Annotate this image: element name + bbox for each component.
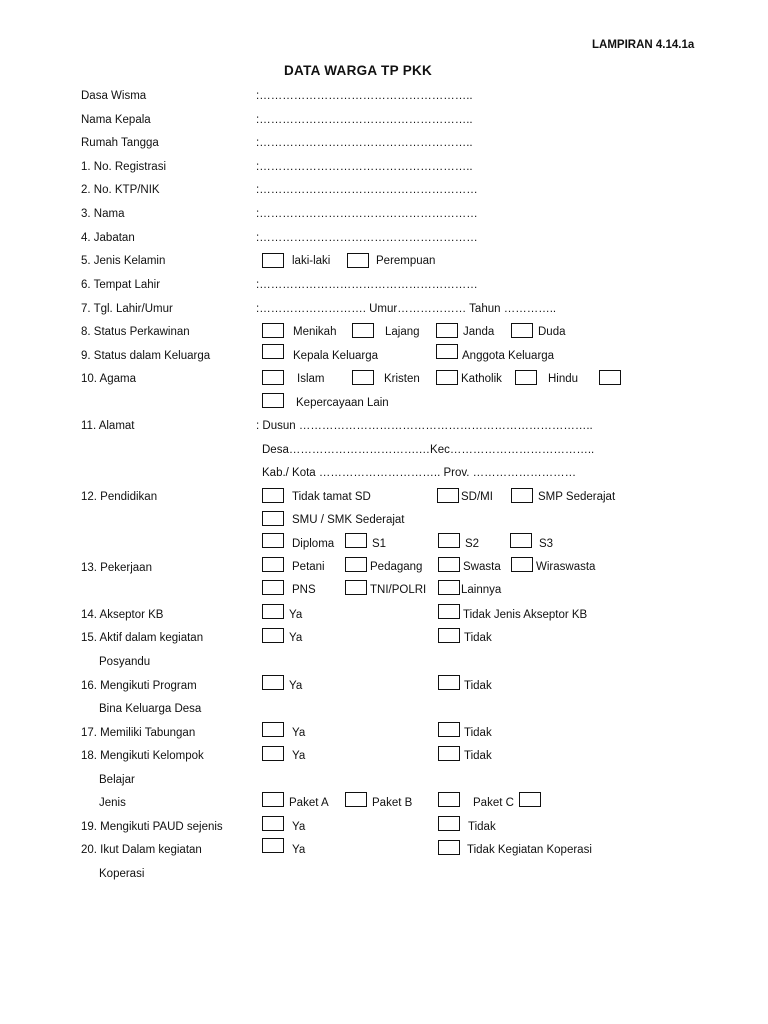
field-tgl-lahir[interactable]: :………………………. Umur……………… Tahun ………….. — [256, 303, 557, 315]
checkbox-kelompok-tidak[interactable] — [438, 746, 460, 761]
field-dasa-wisma[interactable]: :……………………………………………….. — [256, 90, 473, 102]
checkbox-laki-laki[interactable] — [262, 253, 284, 268]
checkbox-pns[interactable] — [262, 580, 284, 595]
field-no-ktp[interactable]: :………………………………………………… — [256, 184, 478, 196]
field-rumah-tangga[interactable]: :……………………………………………….. — [256, 137, 473, 149]
label-tabungan: 17. Memiliki Tabungan — [81, 727, 196, 739]
checkbox-wiraswasta[interactable] — [511, 557, 533, 572]
checkbox-paud-ya[interactable] — [262, 816, 284, 831]
checkbox-paket-extra[interactable] — [519, 792, 541, 807]
checkbox-akseptor-tidak[interactable] — [438, 604, 460, 619]
label-jenis-kelamin: 5. Jenis Kelamin — [81, 255, 166, 267]
checkbox-bkd-ya[interactable] — [262, 675, 284, 690]
checkbox-agama-extra[interactable] — [599, 370, 621, 385]
option-koperasi-ya: Ya — [292, 844, 306, 856]
checkbox-lajang[interactable] — [352, 323, 374, 338]
checkbox-s3[interactable] — [510, 533, 532, 548]
option-bkd-tidak: Tidak — [464, 680, 492, 692]
option-petani: Petani — [292, 561, 325, 573]
option-perempuan: Perempuan — [376, 255, 436, 267]
option-sd-mi: SD/MI — [461, 491, 493, 503]
label-nama: 3. Nama — [81, 208, 125, 220]
option-bkd-ya: Ya — [289, 680, 303, 692]
checkbox-pedagang[interactable] — [345, 557, 367, 572]
field-no-registrasi[interactable]: :……………………………………………….. — [256, 161, 473, 173]
checkbox-akseptor-ya[interactable] — [262, 604, 284, 619]
checkbox-diploma[interactable] — [262, 533, 284, 548]
option-s2: S2 — [465, 538, 480, 550]
checkbox-posyandu-ya[interactable] — [262, 628, 284, 643]
label-tgl-lahir: 7. Tgl. Lahir/Umur — [81, 303, 173, 315]
label-posyandu: Posyandu — [99, 656, 151, 668]
checkbox-hindu[interactable] — [515, 370, 537, 385]
label-aktif-kegiatan: 15. Aktif dalam kegiatan — [81, 632, 204, 644]
checkbox-kepercayaan-lain[interactable] — [262, 393, 284, 408]
option-posyandu-tidak: Tidak — [464, 632, 492, 644]
checkbox-tni-polri[interactable] — [345, 580, 367, 595]
label-jabatan: 4. Jabatan — [81, 232, 135, 244]
checkbox-tabungan-tidak[interactable] — [438, 722, 460, 737]
option-diploma: Diploma — [292, 538, 335, 550]
option-smu-smk: SMU / SMK Sederajat — [292, 514, 405, 526]
option-kristen: Kristen — [384, 373, 420, 385]
label-status-perkawinan: 8. Status Perkawinan — [81, 326, 190, 338]
checkbox-petani[interactable] — [262, 557, 284, 572]
checkbox-duda[interactable] — [511, 323, 533, 338]
checkbox-menikah[interactable] — [262, 323, 284, 338]
checkbox-s2[interactable] — [438, 533, 460, 548]
field-tempat-lahir[interactable]: :………………………………………………… — [256, 279, 478, 291]
option-pedagang: Pedagang — [370, 561, 423, 573]
checkbox-posyandu-tidak[interactable] — [438, 628, 460, 643]
field-desa-kec[interactable]: Desa…………………………….…Kec……………………………….. — [262, 444, 595, 456]
field-kab-prov[interactable]: Kab./ Kota ………………………….. Prov. ……………………… — [262, 467, 577, 479]
option-laki-laki: laki-laki — [292, 255, 331, 267]
option-s3: S3 — [539, 538, 554, 550]
checkbox-janda[interactable] — [436, 323, 458, 338]
option-paud-ya: Ya — [292, 821, 306, 833]
checkbox-anggota-keluarga[interactable] — [436, 344, 458, 359]
option-smp: SMP Sederajat — [538, 491, 616, 503]
field-nama-kepala[interactable]: :……………………………………………….. — [256, 114, 473, 126]
checkbox-katholik[interactable] — [436, 370, 458, 385]
option-islam: Islam — [297, 373, 325, 385]
page-title: DATA WARGA TP PKK — [284, 63, 433, 78]
checkbox-paud-tidak[interactable] — [438, 816, 460, 831]
option-kepercayaan-lain: Kepercayaan Lain — [296, 397, 389, 409]
option-posyandu-ya: Ya — [289, 632, 303, 644]
checkbox-paket-b[interactable] — [345, 792, 367, 807]
option-lajang: Lajang — [385, 326, 420, 338]
label-rumah-tangga: Rumah Tangga — [81, 137, 159, 149]
option-kelompok-ya: Ya — [292, 750, 306, 762]
option-lainnya: Lainnya — [461, 584, 502, 596]
label-akseptor-kb: 14. Akseptor KB — [81, 609, 164, 621]
option-pns: PNS — [292, 584, 316, 596]
option-menikah: Menikah — [293, 326, 337, 338]
label-pekerjaan: 13. Pekerjaan — [81, 562, 152, 574]
option-tabungan-ya: Ya — [292, 727, 306, 739]
checkbox-paket-a[interactable] — [262, 792, 284, 807]
label-no-registrasi: 1. No. Registrasi — [81, 161, 167, 173]
option-paket-a: Paket A — [289, 797, 329, 809]
checkbox-swasta[interactable] — [438, 557, 460, 572]
option-janda: Janda — [463, 326, 495, 338]
option-duda: Duda — [538, 326, 566, 338]
label-tempat-lahir: 6. Tempat Lahir — [81, 279, 161, 291]
option-swasta: Swasta — [463, 561, 501, 573]
label-nama-kepala: Nama Kepala — [81, 114, 151, 126]
option-tni-polri: TNI/POLRI — [370, 584, 427, 596]
option-paket-c: Paket C — [473, 797, 514, 809]
option-paket-b: Paket B — [372, 797, 413, 809]
option-tidak-tamat-sd: Tidak tamat SD — [292, 491, 371, 503]
label-status-keluarga: 9. Status dalam Keluarga — [81, 350, 211, 362]
option-akseptor-tidak: Tidak Jenis Akseptor KB — [463, 609, 588, 621]
label-mengikuti-program: 16. Mengikuti Program — [81, 680, 197, 692]
checkbox-smu-smk[interactable] — [262, 511, 284, 526]
label-kelompok: 18. Mengikuti Kelompok — [81, 750, 204, 762]
checkbox-kristen[interactable] — [352, 370, 374, 385]
label-pendidikan: 12. Pendidikan — [81, 491, 158, 503]
label-paud: 19. Mengikuti PAUD sejenis — [81, 821, 223, 833]
option-kepala-keluarga: Kepala Keluarga — [293, 350, 379, 362]
checkbox-tabungan-ya[interactable] — [262, 722, 284, 737]
option-s1: S1 — [372, 538, 387, 550]
field-nama[interactable]: :………………………………………………… — [256, 208, 478, 220]
option-tabungan-tidak: Tidak — [464, 727, 492, 739]
checkbox-perempuan[interactable] — [347, 253, 369, 268]
option-kelompok-tidak: Tidak — [464, 750, 492, 762]
option-paud-tidak: Tidak — [468, 821, 496, 833]
checkbox-koperasi-tidak[interactable] — [438, 840, 460, 855]
field-jabatan[interactable]: :………………………………………………… — [256, 232, 478, 244]
checkbox-islam[interactable] — [262, 370, 284, 385]
label-bina-keluarga: Bina Keluarga Desa — [99, 703, 202, 715]
field-dusun[interactable]: : Dusun ………………………………………………………………….. — [256, 420, 593, 432]
label-no-ktp: 2. No. KTP/NIK — [81, 184, 160, 196]
lampiran-label: LAMPIRAN 4.14.1a — [592, 39, 695, 51]
label-koperasi: Koperasi — [99, 868, 145, 880]
option-koperasi-tidak: Tidak Kegiatan Koperasi — [467, 844, 592, 856]
checkbox-tidak-tamat-sd[interactable] — [262, 488, 284, 503]
checkbox-kelompok-ya[interactable] — [262, 746, 284, 761]
checkbox-lainnya[interactable] — [438, 580, 460, 595]
label-agama: 10. Agama — [81, 373, 136, 385]
label-ikut-kegiatan: 20. Ikut Dalam kegiatan — [81, 844, 202, 856]
label-belajar: Belajar — [99, 774, 135, 786]
option-katholik: Katholik — [461, 373, 502, 385]
label-jenis: Jenis — [99, 797, 126, 809]
checkbox-koperasi-ya[interactable] — [262, 838, 284, 853]
label-alamat: 11. Alamat — [81, 420, 135, 432]
checkbox-bkd-tidak[interactable] — [438, 675, 460, 690]
option-hindu: Hindu — [548, 373, 579, 385]
checkbox-sd-mi[interactable] — [437, 488, 459, 503]
checkbox-s1[interactable] — [345, 533, 367, 548]
checkbox-smp[interactable] — [511, 488, 533, 503]
checkbox-kepala-keluarga[interactable] — [262, 344, 284, 359]
option-wiraswasta: Wiraswasta — [536, 561, 596, 573]
option-akseptor-ya: Ya — [289, 609, 303, 621]
checkbox-paket-c[interactable] — [438, 792, 460, 807]
label-dasa-wisma: Dasa Wisma — [81, 90, 147, 102]
option-anggota-keluarga: Anggota Keluarga — [462, 350, 555, 362]
